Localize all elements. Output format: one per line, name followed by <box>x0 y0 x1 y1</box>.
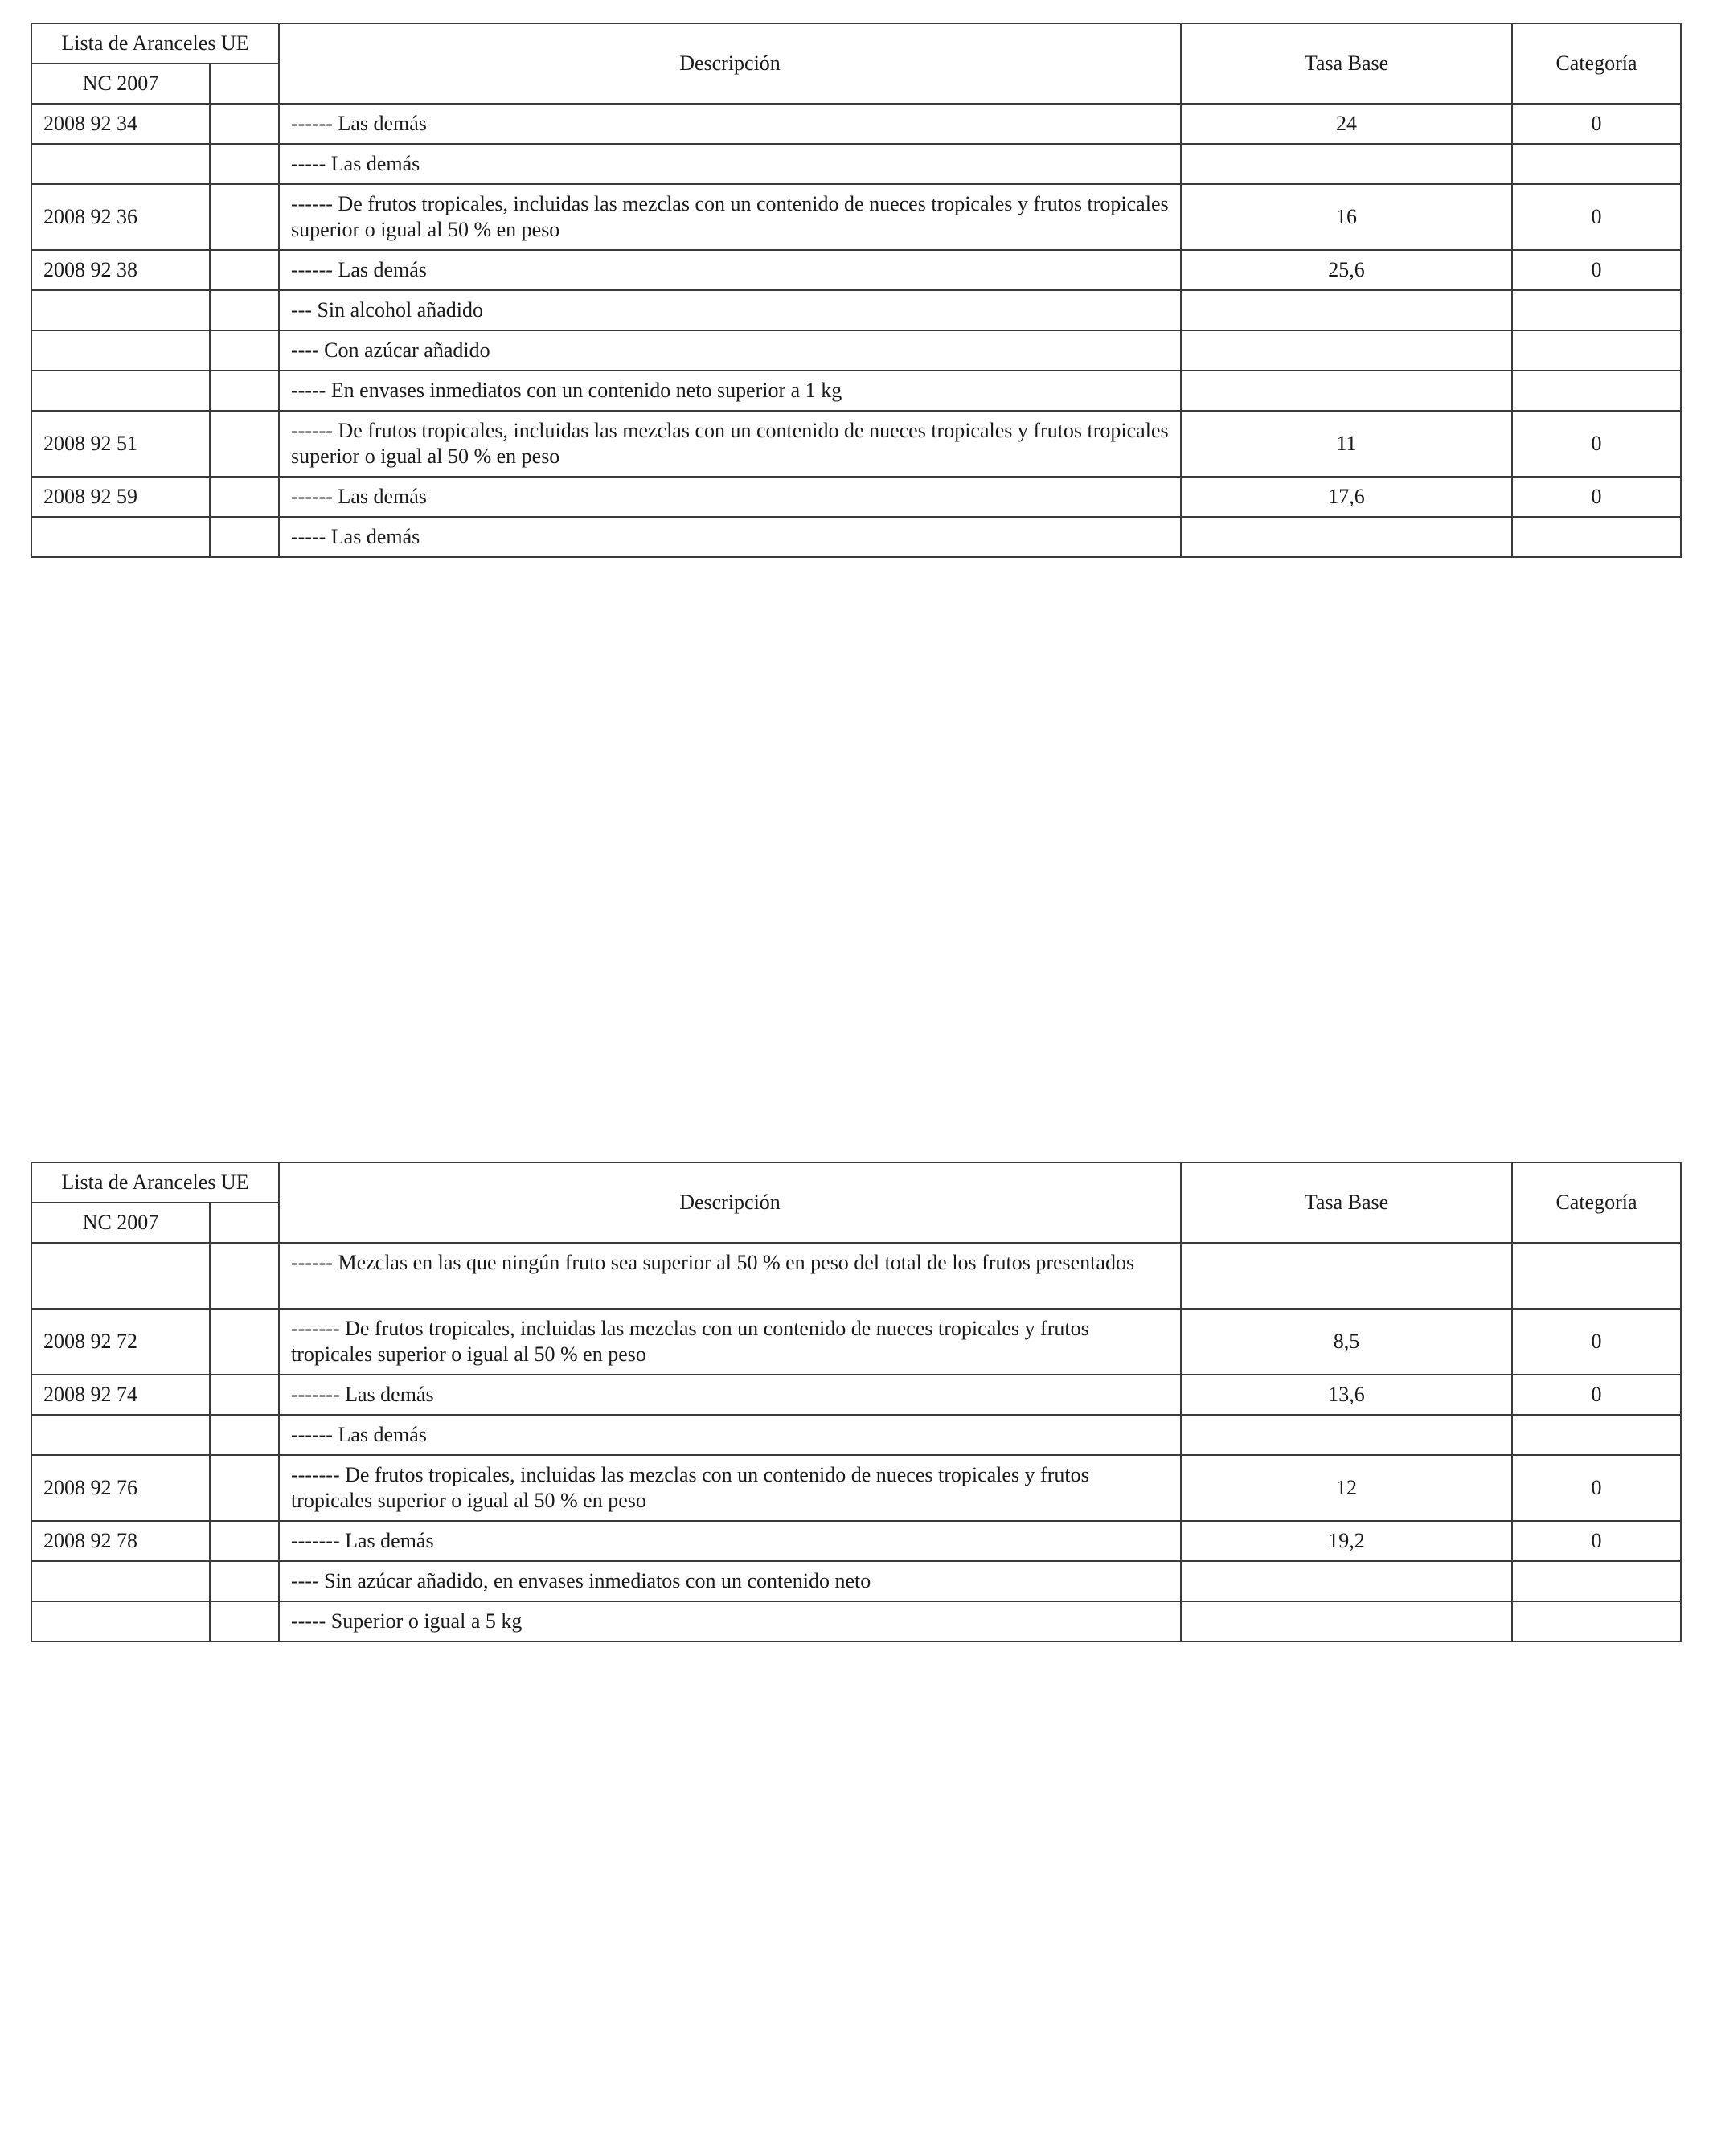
description-cell: ------ Las demás <box>279 104 1181 144</box>
category-cell <box>1512 1243 1681 1309</box>
blank-cell <box>210 1521 279 1561</box>
header-base-rate: Tasa Base <box>1181 23 1512 104</box>
description-cell: ------- De frutos tropicales, incluidas las mezclas con un contenido de nueces tropicales y frutos tropicales superior o igual al 50 % en peso <box>279 1455 1181 1521</box>
base-rate-cell <box>1181 1561 1512 1601</box>
category-cell <box>1512 371 1681 411</box>
base-rate-cell <box>1181 330 1512 371</box>
table-row <box>31 1309 1681 1375</box>
blank-cell <box>210 1309 279 1375</box>
base-rate-cell <box>1181 517 1512 557</box>
header-list-label: Lista de Aranceles UE <box>31 1162 279 1203</box>
base-rate-cell <box>1181 144 1512 184</box>
tariff-code <box>31 1601 210 1642</box>
category-cell: 0 <box>1512 184 1681 250</box>
description-cell: ------- Las demás <box>279 1521 1181 1561</box>
base-rate-cell <box>1181 1601 1512 1642</box>
blank-cell <box>210 330 279 371</box>
base-rate-cell <box>1181 371 1512 411</box>
category-cell <box>1512 517 1681 557</box>
tariff-code: 2008 92 51 <box>31 411 210 477</box>
category-cell <box>1512 144 1681 184</box>
tariff-code <box>31 1561 210 1601</box>
base-rate-cell: 8,5 <box>1181 1309 1512 1375</box>
description-cell: ------ Las demás <box>279 250 1181 290</box>
category-cell: 0 <box>1512 477 1681 517</box>
description-cell: ---- Con azúcar añadido <box>279 330 1181 371</box>
blank-cell <box>210 144 279 184</box>
description-cell: ------ De frutos tropicales, incluidas las mezclas con un contenido de nueces tropicales y frutos tropicales superior o igual al 50 % en peso <box>279 411 1181 477</box>
blank-cell <box>210 184 279 250</box>
table-row <box>31 330 1681 371</box>
blank-cell <box>210 371 279 411</box>
table-row <box>31 1375 1681 1415</box>
tariff-code: 2008 92 34 <box>31 104 210 144</box>
base-rate-cell: 25,6 <box>1181 250 1512 290</box>
base-rate-cell: 17,6 <box>1181 477 1512 517</box>
blank-cell <box>210 517 279 557</box>
tariff-table-1 <box>31 23 1682 558</box>
description-cell: ------ Las demás <box>279 1415 1181 1455</box>
blank-cell <box>210 1375 279 1415</box>
category-cell <box>1512 1561 1681 1601</box>
header-description: Descripción <box>279 1162 1181 1243</box>
blank-cell <box>210 1561 279 1601</box>
description-cell: ----- Las demás <box>279 517 1181 557</box>
description-cell: --- Sin alcohol añadido <box>279 290 1181 330</box>
tariff-code: 2008 92 78 <box>31 1521 210 1561</box>
blank-cell <box>210 477 279 517</box>
base-rate-cell: 12 <box>1181 1455 1512 1521</box>
tariff-code <box>31 1243 210 1309</box>
header-category: Categoría <box>1512 23 1681 104</box>
description-cell: ---- Sin azúcar añadido, en envases inmediatos con un contenido neto <box>279 1561 1181 1601</box>
header-blank-cell <box>210 1203 279 1243</box>
tariff-code <box>31 1415 210 1455</box>
base-rate-cell: 19,2 <box>1181 1521 1512 1561</box>
table-row <box>31 144 1681 184</box>
base-rate-cell <box>1181 1243 1512 1309</box>
header-nc-label: NC 2007 <box>31 64 210 104</box>
description-cell: ------ Las demás <box>279 477 1181 517</box>
table-row <box>31 104 1681 144</box>
tariff-table-2 <box>31 1162 1682 1642</box>
header-blank-cell <box>210 64 279 104</box>
category-cell <box>1512 330 1681 371</box>
tariff-code: 2008 92 36 <box>31 184 210 250</box>
description-cell: ------ Mezclas en las que ningún fruto sea superior al 50 % en peso del total de los frutos presentados <box>279 1243 1181 1309</box>
tariff-code <box>31 144 210 184</box>
blank-cell <box>210 1601 279 1642</box>
blank-cell <box>210 104 279 144</box>
category-cell: 0 <box>1512 1309 1681 1375</box>
tariff-code: 2008 92 38 <box>31 250 210 290</box>
table-row <box>31 477 1681 517</box>
category-cell: 0 <box>1512 1521 1681 1561</box>
description-cell: ------- Las demás <box>279 1375 1181 1415</box>
table-row <box>31 517 1681 557</box>
base-rate-cell <box>1181 1415 1512 1455</box>
description-cell: ----- En envases inmediatos con un contenido neto superior a 1 kg <box>279 371 1181 411</box>
description-cell: ----- Superior o igual a 5 kg <box>279 1601 1181 1642</box>
base-rate-cell <box>1181 290 1512 330</box>
base-rate-cell: 11 <box>1181 411 1512 477</box>
tariff-code: 2008 92 59 <box>31 477 210 517</box>
description-cell: ------- De frutos tropicales, incluidas las mezclas con un contenido de nueces tropicales y frutos tropicales superior o igual al 50 % en peso <box>279 1309 1181 1375</box>
base-rate-cell: 13,6 <box>1181 1375 1512 1415</box>
blank-cell <box>210 1455 279 1521</box>
table-row <box>31 1455 1681 1521</box>
table-row <box>31 411 1681 477</box>
category-cell: 0 <box>1512 1455 1681 1521</box>
table-row <box>31 250 1681 290</box>
description-cell: ------ De frutos tropicales, incluidas las mezclas con un contenido de nueces tropicales y frutos tropicales superior o igual al 50 % en peso <box>279 184 1181 250</box>
description-cell: ----- Las demás <box>279 144 1181 184</box>
table-row <box>31 1415 1681 1455</box>
category-cell <box>1512 1601 1681 1642</box>
tariff-code: 2008 92 76 <box>31 1455 210 1521</box>
table-row <box>31 1243 1681 1309</box>
header-list-label: Lista de Aranceles UE <box>31 23 279 64</box>
tariff-code <box>31 371 210 411</box>
table-row <box>31 290 1681 330</box>
blank-cell <box>210 290 279 330</box>
table-row <box>31 184 1681 250</box>
blank-cell <box>210 1415 279 1455</box>
header-base-rate: Tasa Base <box>1181 1162 1512 1243</box>
header-category: Categoría <box>1512 1162 1681 1243</box>
tariff-code: 2008 92 74 <box>31 1375 210 1415</box>
category-cell: 0 <box>1512 1375 1681 1415</box>
tariff-code <box>31 517 210 557</box>
category-cell <box>1512 1415 1681 1455</box>
base-rate-cell: 24 <box>1181 104 1512 144</box>
table-row <box>31 1561 1681 1601</box>
table-row <box>31 371 1681 411</box>
category-cell: 0 <box>1512 104 1681 144</box>
tariff-code <box>31 290 210 330</box>
blank-cell <box>210 250 279 290</box>
tariff-code: 2008 92 72 <box>31 1309 210 1375</box>
header-nc-label: NC 2007 <box>31 1203 210 1243</box>
category-cell: 0 <box>1512 250 1681 290</box>
blank-cell <box>210 411 279 477</box>
header-description: Descripción <box>279 23 1181 104</box>
category-cell: 0 <box>1512 411 1681 477</box>
table-row <box>31 1601 1681 1642</box>
tariff-code <box>31 330 210 371</box>
table-row <box>31 1521 1681 1561</box>
category-cell <box>1512 290 1681 330</box>
blank-cell <box>210 1243 279 1309</box>
base-rate-cell: 16 <box>1181 184 1512 250</box>
